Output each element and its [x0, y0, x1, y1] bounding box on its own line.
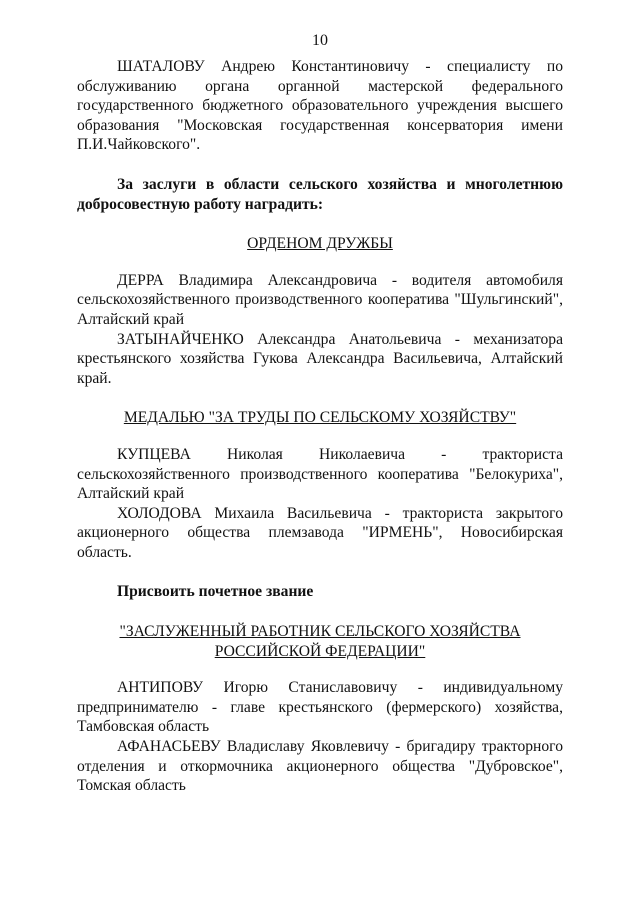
award-entry-kuptsev: КУПЦЕВА Николая Николаевича - тракториста сельскохозяйственного производственного кооператива "Белокуриха", Алтайский край [77, 445, 563, 503]
heading-line-2: РОССИЙСКОЙ ФЕДЕРАЦИИ" [214, 642, 426, 660]
honorary-title-heading [77, 622, 563, 661]
decree-honorary-title: Присвоить почетное звание [117, 583, 314, 601]
award-entry-afanasiev: АФАНАСЬЕВУ Владиславу Яковлевичу - бригадиру тракторного отделения и откормочника акционерного общества "Дубровское", Томская область [77, 738, 563, 795]
decree-award-agriculture: За заслуги в области сельского хозяйства и многолетнюю добросовестную работу наградить: [77, 175, 563, 213]
award-entry-zatynaichenko: ЗАТЫНАЙЧЕНКО Александра Анатольевича - механизатора крестьянского хозяйства Гукова Александра Васильевича, Алтайский край. [77, 330, 563, 387]
heading-line-1: "ЗАСЛУЖЕННЫЙ РАБОТНИК СЕЛЬСКОГО ХОЗЯЙСТВА [119, 623, 521, 641]
award-entry-shatalov: ШАТАЛОВУ Андрею Константиновичу - специалисту по обслуживанию органа органной мастерской федерального государственного бюджетного образовательного учреждения высшего образования "Московская государственная консерватория имени П.И.Чайковского". [77, 58, 563, 154]
award-entry-kholodov: ХОЛОДОВА Михаила Васильевича - тракториста закрытого акционерного общества племзавода "ИРМЕНЬ", Новосибирская область. [77, 504, 563, 561]
page-number: 10 [312, 32, 328, 49]
heading-line: ОРДЕНОМ ДРУЖБЫ [247, 235, 393, 253]
award-entry-derra: ДЕРРА Владимира Александровича - водителя автомобиля сельскохозяйственного производственного кооператива "Шульгинский", Алтайский край [77, 271, 563, 328]
award-entry-antipov: АНТИПОВУ Игорю Станиславовичу - индивидуальному предпринимателю - главе крестьянского (фермерского) хозяйства, Тамбовская область [77, 679, 563, 736]
award-heading-medal-agriculture [77, 408, 563, 428]
award-heading-order-of-friendship [77, 234, 563, 254]
document-body [77, 57, 563, 796]
heading-line: МЕДАЛЬЮ "ЗА ТРУДЫ ПО СЕЛЬСКОМУ ХОЗЯЙСТВУ" [123, 409, 517, 427]
